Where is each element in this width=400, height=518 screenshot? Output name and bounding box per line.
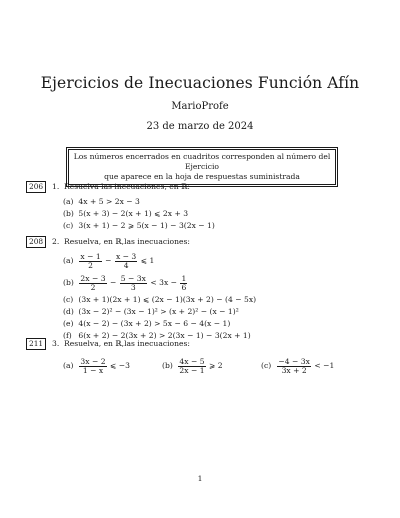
- notice-text: [68, 149, 336, 185]
- fraction-denominator: 2: [90, 282, 96, 292]
- exercise-number: 1.: [52, 182, 60, 191]
- exercise-3: [26, 338, 376, 378]
- item-label: (b): [63, 209, 74, 218]
- exercise-1: [26, 181, 376, 232]
- fraction-numerator: 2x − 3: [80, 273, 106, 283]
- exercise-2: [26, 236, 376, 342]
- list-item: [261, 354, 334, 378]
- fraction-items-row: [63, 354, 376, 378]
- item-expression: 4(x − 2) − (3x + 2) > 5x − 6 − 4(x − 1): [78, 319, 231, 328]
- fraction: [277, 358, 311, 375]
- inequality-tail: ⩾ 2: [208, 361, 223, 370]
- exercise-instruction: Resuelva las inecuaciones, en ℝ:: [64, 182, 190, 191]
- list-item: [162, 354, 223, 378]
- fraction: [178, 358, 205, 375]
- list-item: [63, 294, 376, 306]
- fraction-denominator: 3x + 2: [281, 365, 307, 375]
- fraction-numerator: 1: [181, 273, 187, 283]
- fraction: [115, 253, 137, 270]
- fraction-denominator: 2x − 1: [179, 365, 205, 375]
- item-expression: 5(x + 3) − 2(x + 1) ⩽ 2x + 3: [78, 209, 189, 218]
- fraction-denominator: 3: [130, 282, 136, 292]
- notice-line-1: Los números encerrados en cuadritos corresponden al número del Ejercicio: [73, 152, 331, 171]
- item-label: (c): [63, 295, 74, 304]
- list-item: [63, 196, 376, 208]
- document-title: Ejercicios de Inecuaciones Función Afín: [40, 74, 360, 92]
- fraction-numerator: 5 − 3x: [120, 273, 146, 283]
- item-label: (d): [63, 307, 74, 316]
- fraction-numerator: −4 − 3x: [278, 356, 310, 366]
- exercise-badge: 208: [26, 236, 46, 248]
- fraction-denominator: 2: [88, 260, 93, 270]
- fraction: [180, 275, 187, 292]
- item-expression: 4x + 5 > 2x − 3: [78, 197, 140, 206]
- operator: −: [105, 256, 112, 265]
- fraction: [79, 358, 106, 375]
- document-date: 23 de marzo de 2024: [146, 121, 254, 132]
- list-item: [63, 306, 376, 318]
- item-label: (c): [261, 361, 272, 370]
- fraction-denominator: 6: [181, 282, 187, 292]
- list-item: [63, 220, 376, 232]
- exercise-number: 3.: [52, 339, 60, 348]
- fraction-denominator: 4: [123, 260, 129, 270]
- fraction-numerator: 4x − 5: [179, 356, 205, 366]
- list-item: [63, 354, 130, 378]
- item-label: (b): [63, 278, 74, 287]
- fraction: [120, 275, 147, 292]
- document-author: MarioProfe: [171, 101, 229, 112]
- fraction-numerator: 3x − 2: [80, 356, 106, 366]
- inequality-tail: ⩽ 1: [140, 256, 155, 265]
- fraction-numerator: x − 1: [80, 251, 101, 261]
- item-label: (a): [63, 256, 74, 265]
- page-number: 1: [197, 474, 203, 483]
- inequality-tail: < −1: [314, 361, 335, 370]
- fraction: [79, 253, 101, 270]
- list-item: [63, 250, 376, 272]
- inequality-tail: ⩽ −3: [109, 361, 130, 370]
- list-item: [63, 272, 376, 294]
- exercise-number: 2.: [52, 237, 60, 246]
- exercise-instruction: Resuelva, en ℝ,las inecuaciones:: [64, 339, 190, 348]
- item-expression: 6(x + 2) − 2(3x + 2) > 2(3x − 1) − 3(2x + 1): [78, 331, 251, 340]
- list-item: [63, 208, 376, 220]
- item-label: (a): [63, 361, 74, 370]
- fraction-numerator: x − 3: [115, 251, 137, 261]
- item-label: (e): [63, 319, 74, 328]
- inequality-middle: < 3x −: [150, 278, 178, 287]
- item-label: (f): [63, 331, 72, 340]
- fraction: [79, 275, 106, 292]
- item-expression: (3x − 2)² − (3x − 1)² > (x + 2)² − (x − 1)²: [78, 307, 239, 316]
- list-item: [63, 318, 376, 330]
- operator: −: [109, 278, 117, 287]
- item-expression: (3x + 1)(2x + 1) ⩽ (2x − 1)(3x + 2) − (4 − 5x): [78, 295, 257, 304]
- fraction-denominator: 1 − x: [82, 365, 104, 375]
- notice-line-2: que aparece en la hoja de respuestas suministrada: [104, 172, 300, 181]
- item-label: (c): [63, 221, 74, 230]
- exercise-instruction: Resuelva, en ℝ,las inecuaciones:: [64, 237, 190, 246]
- item-label: (b): [162, 361, 173, 370]
- item-label: (a): [63, 197, 74, 206]
- exercise-badge: 211: [26, 338, 46, 350]
- exercise-badge: 206: [26, 181, 46, 193]
- item-expression: 3(x + 1) − 2 ⩾ 5(x − 1) − 3(2x − 1): [78, 221, 215, 230]
